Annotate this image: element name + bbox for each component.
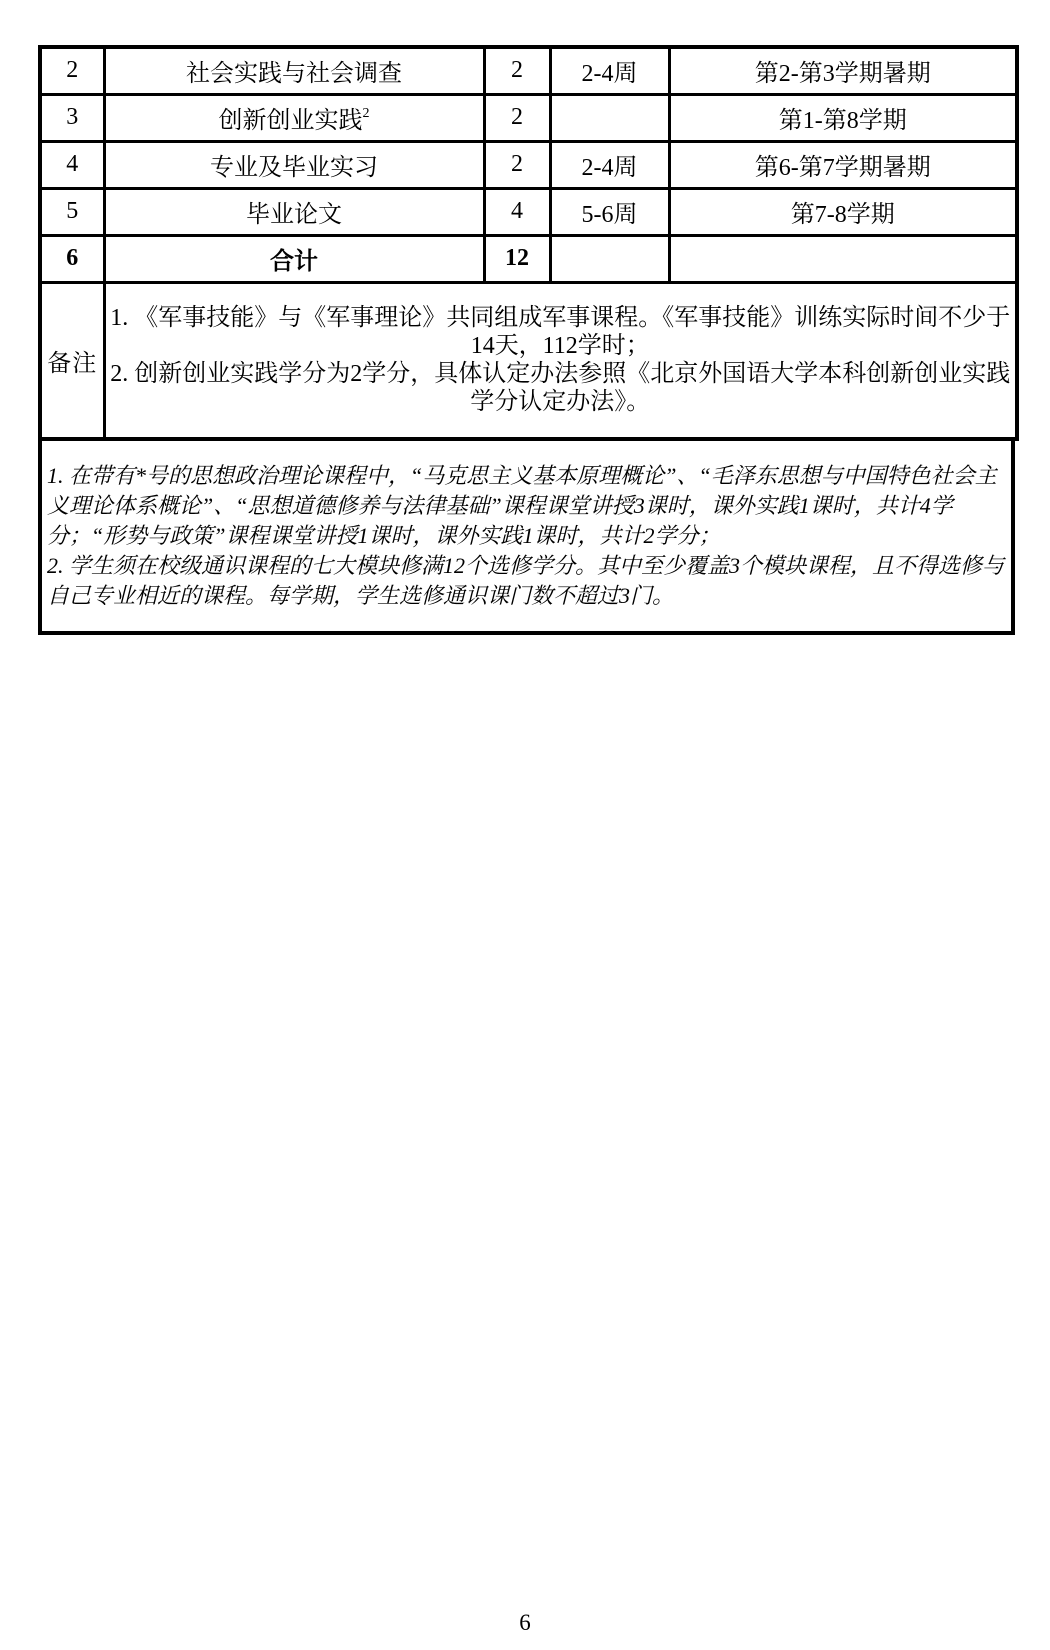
credits-cell: 2 [484,94,550,141]
notes-line: 1. 在带有*号的思想政治理论课程中，“马克思主义基本原理概论”、“毛泽东思想与中国特色社会主义理论体系概论”、“思想道德修养与法律基础”课程课堂讲授3课时，课外实践1课时，共计4学分；“形势与政策”课程课堂讲授1课时，课外实践1课时，共计2学分； [47,463,997,548]
table-row [40,188,1017,235]
superscript-note-ref: 2 [362,106,370,121]
remark-lines [106,304,1016,416]
row-number-cell: 3 [40,94,104,141]
table-row [40,141,1017,188]
practice-summary-table [38,45,1019,441]
semester-cell: 第1-第8学期 [669,94,1017,141]
semester-cell [669,235,1017,282]
notes-lines [47,461,1007,611]
weeks-cell: 2-4周 [550,141,669,188]
weeks-cell [550,235,669,282]
row-number-cell: 5 [40,188,104,235]
course-name-cell: 社会实践与社会调查 [104,47,484,94]
page-number: 6 [519,1610,531,1635]
row-number-cell: 6 [40,235,104,282]
credits-cell: 4 [484,188,550,235]
general-notes-box [38,437,1015,635]
course-name-cell: 合计 [104,235,484,282]
course-name-cell: 专业及毕业实习 [104,141,484,188]
remark-row [40,282,1017,439]
table-row [40,47,1017,94]
credits-cell: 2 [484,141,550,188]
table-row [40,94,1017,141]
notes-line: 2. 学生须在校级通识课程的七大模块修满12个选修学分。其中至少覆盖3个模块课程，且不得选修与自己专业相近的课程。每学期，学生选修通识课门数不超过3门。 [47,553,1005,608]
practice-table-body [40,47,1017,282]
remark-label: 备注 [40,282,104,439]
table-row [40,235,1017,282]
remark-cell [104,282,1017,439]
weeks-cell [550,94,669,141]
credits-cell: 12 [484,235,550,282]
weeks-cell: 5-6周 [550,188,669,235]
semester-cell: 第7-8学期 [669,188,1017,235]
semester-cell: 第2-第3学期暑期 [669,47,1017,94]
remark-line: 2. 创新创业实践学分为2学分，具体认定办法参照《北京外国语大学本科创新创业实践学分认定办法》。 [110,361,1011,416]
course-name-cell: 创新创业实践$^2$ [104,94,484,141]
weeks-cell: 2-4周 [550,47,669,94]
semester-cell: 第6-第7学期暑期 [669,141,1017,188]
remark-line: 1. 《军事技能》与《军事理论》共同组成军事课程。《军事技能》训练实际时间不少于14天，112学时； [110,305,1011,360]
row-number-cell: 2 [40,47,104,94]
credits-cell: 2 [484,47,550,94]
course-name-cell: 毕业论文 [104,188,484,235]
row-number-cell: 4 [40,141,104,188]
